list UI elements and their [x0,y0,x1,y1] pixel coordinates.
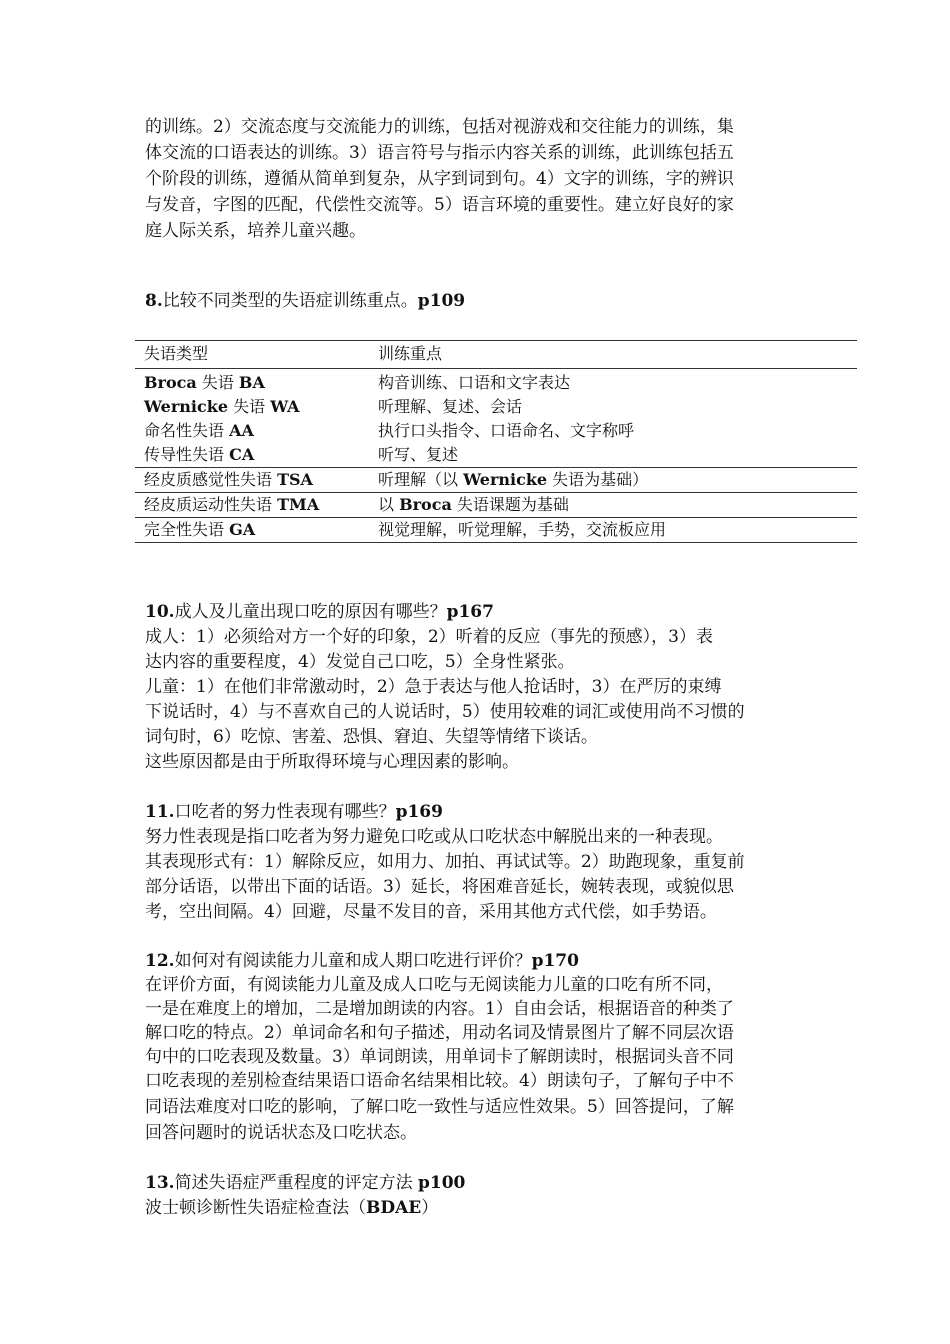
type-cell: Broca 失语 BA [144,373,265,392]
q13-line: 波士顿诊断性失语症检查法（BDAE） [145,1198,439,1218]
q10-line: 成人：1）必须给对方一个好的印象，2）听着的反应（事先的预感），3）表 [145,627,713,647]
q11-line: 其表现形式有：1）解除反应，如用力、加拍、再试试等。2）助跑现象，重复前 [145,852,745,872]
q10-line: 达内容的重要程度，4）发觉自己口吃，5）全身性紧张。 [145,652,575,672]
q12-number: 12. [145,951,175,971]
q11-heading [145,799,815,825]
type-cell: 传导性失语 CA [135,443,369,468]
intro-line: 的训练。2）交流态度与交流能力的训练，包括对视游戏和交往能力的训练，集 [145,117,734,137]
q10-title: 成人及儿童出现口吃的原因有哪些？ [174,602,447,622]
type-cell: 命名性失语 AA [144,421,254,440]
header-type: 失语类型 [135,341,369,369]
focus-cell: 听理解（以 Wernicke 失语为基础） [369,468,857,493]
q13-page: p100 [417,1173,466,1193]
q11-line: 努力性表现是指口吃者为努力避免口吃或从口吃状态中解脱出来的一种表现。 [145,827,723,847]
type-cell: 完全性失语 GA [135,518,369,543]
table-row [135,369,857,396]
q10-number: 10. [145,602,175,622]
q10-heading [145,599,815,625]
q13-heading [145,1170,815,1196]
focus-cell: 听写、复述 [369,443,857,468]
focus-cell: 构音训练、口语和文字表达 [378,373,571,392]
focus-cell: 以 Broca 失语课题为基础 [369,493,857,518]
intro-line: 体交流的口语表达的训练。3）语言符号与指示内容关系的训练，此训练包括五 [145,143,734,163]
intro-line: 个阶段的训练，遵循从简单到复杂，从字到词到句。4）文字的训练，字的辨识 [145,169,734,189]
q11-line: 部分话语，以带出下面的话语。3）延长，将困难音延长，婉转表现，或貌似思 [145,877,734,897]
table-row [135,518,857,543]
focus-cell: 听理解、复述、会话 [378,397,523,416]
q13-title: 简述失语症严重程度的评定方法 [174,1173,418,1193]
q12-title: 如何对有阅读能力儿童和成人期口吃进行评价？ [174,951,532,971]
q8-page: p109 [417,291,466,311]
table-header-row [135,341,857,369]
q12-line: 一是在难度上的增加，二是增加朗读的内容。1）自由会话，根据语音的种类了 [145,999,734,1019]
q10-line: 词句时，6）吃惊、害羞、恐惧、窘迫、失望等情绪下谈话。 [145,727,598,747]
q11-title: 口吃者的努力性表现有哪些？ [174,802,396,822]
q10-line: 儿童：1）在他们非常激动时，2）急于表达与他人抢话时，3）在严厉的束缚 [145,677,722,697]
q10-page: p167 [446,602,494,622]
q8-title: 比较不同类型的失语症训练重点。 [162,291,418,311]
q8-heading [145,288,815,314]
table-row [135,395,857,419]
table-row [135,419,857,443]
q12-line: 解口吃的特点。2）单词命名和句子描述，用动名词及情景图片了解不同层次语 [145,1023,734,1043]
q10-line: 下说话时，4）与不喜欢自己的人说话时，5）使用较难的词汇或使用尚不习惯的 [145,702,745,722]
focus-cell: 视觉理解，听觉理解，手势，交流板应用 [369,518,857,543]
intro-line: 与发音，字图的匹配，代偿性交流等。5）语言环境的重要性。建立好良好的家 [145,195,734,215]
q8-number: 8. [145,291,163,311]
q11-page: p169 [395,802,443,822]
q12-page: p170 [531,951,579,971]
q10-line: 这些原因都是由于所取得环境与心理因素的影响。 [145,752,519,772]
q11-line: 考，空出间隔。4）回避，尽量不发目的音，采用其他方式代偿，如手势语。 [145,902,717,922]
focus-cell: 执行口头指令、口语命名、文字称呼 [378,421,635,440]
intro-line: 庭人际关系，培养儿童兴趣。 [145,221,366,241]
type-cell: 经皮质运动性失语 TMA [135,493,369,518]
table-row [135,493,857,518]
aphasia-training-table [135,340,857,543]
q11-number: 11. [145,802,175,822]
q12-line: 句中的口吃表现及数量。3）单词朗读，用单词卡了解朗读时，根据词头音不同 [145,1047,734,1067]
header-focus: 训练重点 [369,341,857,369]
q12-line: 回答问题时的说话状态及口吃状态。 [145,1123,417,1143]
table-row [135,443,857,468]
q12-line: 在评价方面，有阅读能力儿童及成人口吃与无阅读能力儿童的口吃有所不同， [145,975,723,995]
q13-number: 13. [145,1173,175,1193]
q12-line: 同语法难度对口吃的影响，了解口吃一致性与适应性效果。5）回答提问，了解 [145,1097,734,1117]
type-cell: 经皮质感觉性失语 TSA [135,468,369,493]
q12-heading [145,948,815,974]
table-row [135,468,857,493]
type-cell: Wernicke 失语 WA [144,397,300,416]
q12-line: 口吃表现的差别检查结果语口语命名结果相比较。4）朗读句子，了解句子中不 [145,1071,734,1091]
